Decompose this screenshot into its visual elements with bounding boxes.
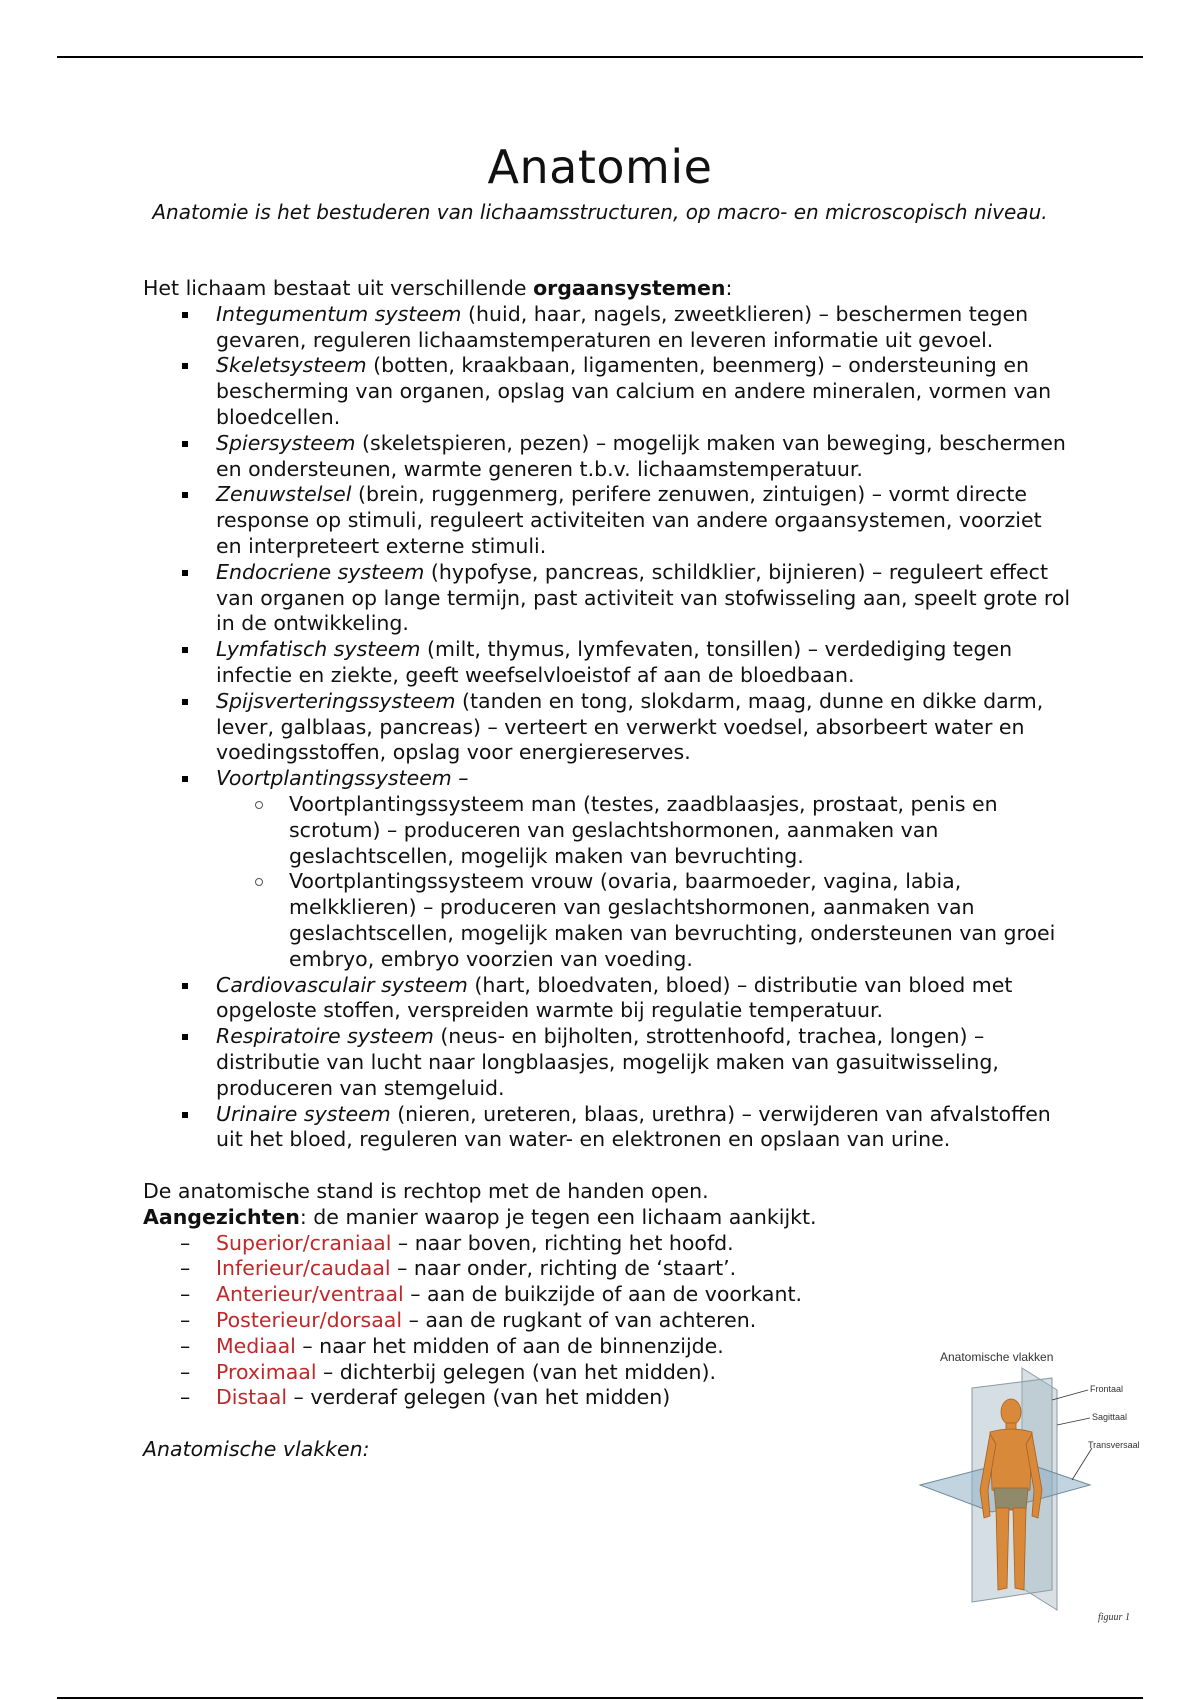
- reproduction-sublist: [216, 792, 1073, 973]
- frontal-label: Frontaal: [1090, 1384, 1124, 1394]
- figure-title: Anatomische vlakken: [940, 1350, 1054, 1364]
- list-item: Endocriene systeem (hypofyse, pancreas, schildklier, bijnieren) – reguleert effect van organen op lange termijn, past activiteit van stofwisseling aan, speelt grote rol in de ontwikkeling.: [216, 560, 1073, 637]
- list-item: Urinaire systeem (nieren, ureteren, blaas, urethra) – verwijderen van afvalstoffen uit het bloed, reguleren van water- en elektronen en opslaan van urine.: [216, 1102, 1073, 1154]
- planes-label: Anatomische vlakken:: [143, 1437, 370, 1462]
- anatomical-planes-figure: [912, 1340, 1152, 1630]
- stand-text: De anatomische stand is rechtop met de handen open.: [143, 1179, 709, 1204]
- list-item: Skeletsysteem (botten, kraakbaan, ligamenten, beenmerg) – ondersteuning en bescherming van organen, opslag van calcium en andere mineralen, vormen van bloedcellen.: [216, 353, 1073, 430]
- transverse-label: Transversaal: [1088, 1440, 1140, 1450]
- footer-rule: [57, 1697, 1143, 1699]
- list-item: – Proximaal – dichterbij gelegen (van het midden).: [216, 1360, 1073, 1386]
- list-item: Voortplantingssysteem – Voortplantingssysteem man (testes, zaadblaasjes, prostaat, penis en scrotum) – produceren van geslachtshormonen, aanmaken van geslachtscellen, mogelijk maken van bevruchting. Voortplantingssysteem vrouw (ovaria, baarmoeder, vagina, labia, melkklieren) – produceren van geslachtshormonen, aanmaken van geslachtscellen, mogelijk maken van bevruchting, ondersteunen van groei embryo, embryo voorzien van voeding.: [216, 766, 1073, 972]
- list-item: Integumentum systeem (huid, haar, nagels, zweetklieren) – beschermen tegen gevaren, reguleren lichaamstemperaturen en leveren informatie uit gevoel.: [216, 302, 1073, 354]
- header-rule: [57, 56, 1143, 58]
- list-item: – Posterieur/dorsaal – aan de rugkant of van achteren.: [216, 1308, 1073, 1334]
- page-subtitle: Anatomie is het bestuderen van lichaamsstructuren, op macro- en microscopisch niveau.: [152, 200, 1048, 224]
- list-item: – Distaal – verderaf gelegen (van het midden): [216, 1385, 1073, 1411]
- list-item: Spiersysteem (skeletspieren, pezen) – mogelijk maken van beweging, beschermen en ondersteunen, warmte generen t.b.v. lichaamstemperatuur.: [216, 431, 1073, 483]
- document-body: [143, 276, 1073, 1463]
- list-item: Respiratoire systeem (neus- en bijholten, strottenhoofd, trachea, longen) – distributie van lucht naar longblaasjes, mogelijk maken van gasuitwisseling, produceren van stemgeluid.: [216, 1024, 1073, 1101]
- page-title: Anatomie: [487, 140, 713, 194]
- organ-systems-list: [143, 302, 1073, 1153]
- list-item: – Mediaal – naar het midden of aan de binnenzijde.: [216, 1334, 1073, 1360]
- list-item: – Superior/craniaal – naar boven, richting het hoofd.: [216, 1231, 1073, 1257]
- list-item: Spijsverteringssysteem (tanden en tong, slokdarm, maag, dunne en dikke darm, lever, galblaas, pancreas) – verteert en verwerkt voedsel, absorbeert water en voedingsstoffen, opslag voor energiereserves.: [216, 689, 1073, 766]
- list-item: – Anterieur/ventraal – aan de buikzijde of aan de voorkant.: [216, 1282, 1073, 1308]
- list-item: Lymfatisch systeem (milt, thymus, lymfevaten, tonsillen) – verdediging tegen infectie en ziekte, geeft weefselvloeistof af aan de bloedbaan.: [216, 637, 1073, 689]
- sagittal-label: Sagittaal: [1092, 1412, 1128, 1422]
- aangezichten-line: Aangezichten: de manier waarop je tegen een lichaam aankijkt.: [143, 1204, 817, 1229]
- list-item: Zenuwstelsel (brein, ruggenmerg, perifere zenuwen, zintuigen) – vormt directe response op stimuli, reguleert activiteiten van andere orgaansystemen, voorziet en interpreteert externe stimuli.: [216, 482, 1073, 559]
- list-item: Cardiovasculair systeem (hart, bloedvaten, bloed) – distributie van bloed met opgeloste stoffen, verspreiden warmte bij regulatie temperatuur.: [216, 973, 1073, 1025]
- sub-list-item: Voortplantingssysteem vrouw (ovaria, baarmoeder, vagina, labia, melkklieren) – produceren van geslachtshormonen, aanmaken van geslachtscellen, mogelijk maken van bevruchting, ondersteunen van groei embryo, embryo voorzien van voeding.: [289, 869, 1073, 972]
- figure-caption: figuur 1: [1098, 1612, 1130, 1623]
- intro-bold: orgaansystemen: [533, 276, 726, 300]
- intro-line: Het lichaam bestaat uit verschillende orgaansystemen:: [143, 276, 733, 300]
- sub-list-item: Voortplantingssysteem man (testes, zaadblaasjes, prostaat, penis en scrotum) – produceren van geslachtshormonen, aanmaken van geslachtscellen, mogelijk maken van bevruchting.: [289, 792, 1073, 869]
- list-item: – Inferieur/caudaal – naar onder, richting de ‘staart’.: [216, 1256, 1073, 1282]
